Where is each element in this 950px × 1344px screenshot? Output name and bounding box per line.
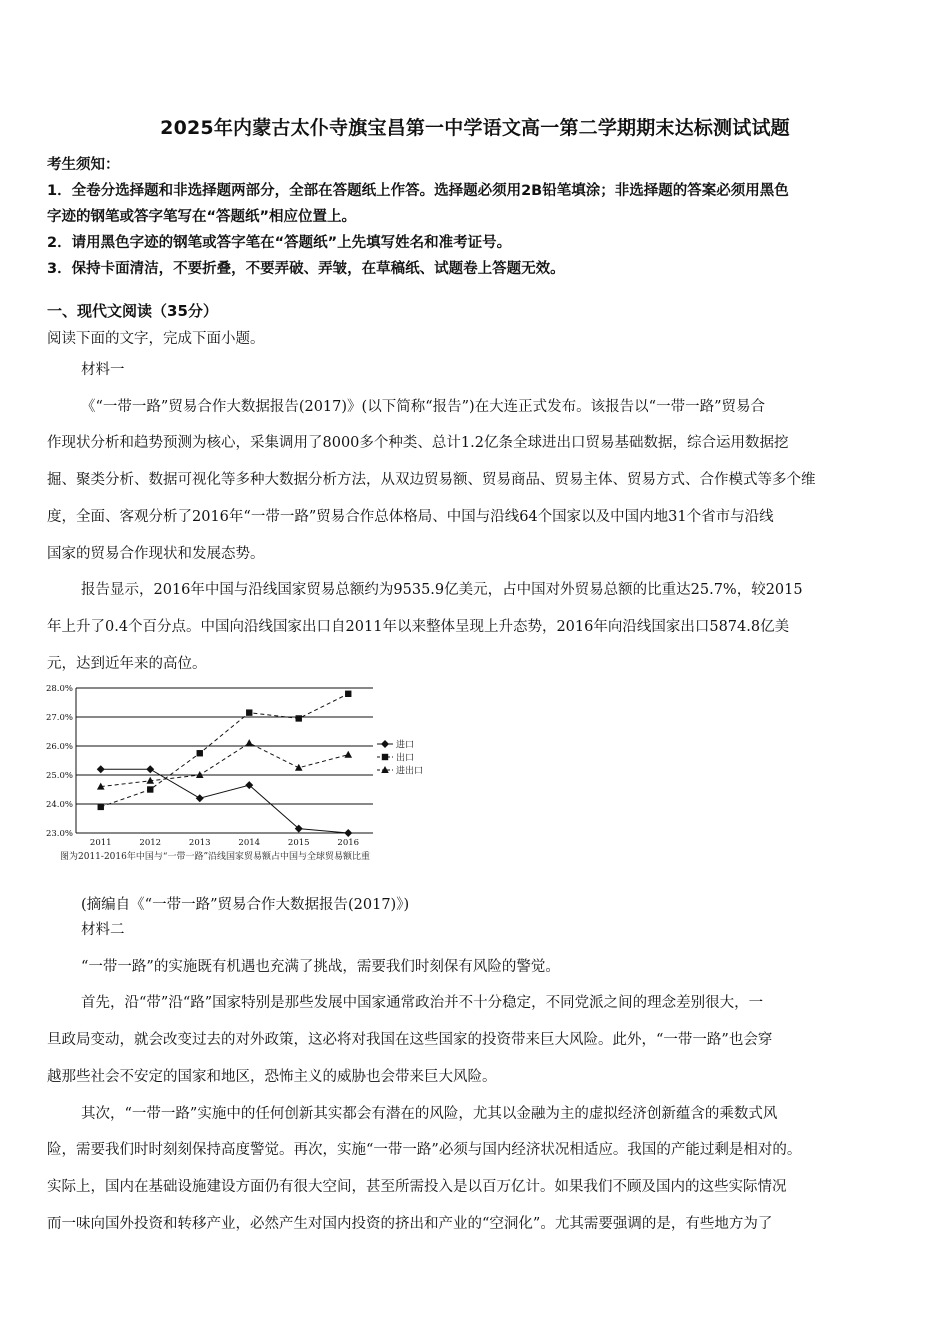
square-marker	[246, 709, 252, 715]
diamond-marker	[146, 765, 154, 773]
para-line: 掘、聚类分析、数据可视化等多种大数据分析方法，从双边贸易额、贸易商品、贸易主体、贸易方式、合作模式等多个维	[47, 472, 816, 489]
para-line: 国家的贸易合作现状和发展态势。	[47, 545, 265, 562]
section-heading: 一、现代文阅读（35分）	[47, 302, 218, 320]
notice-item: 1．全卷分选择题和非选择题两部分，全部在答题纸上作答。选择题必须用2B铅笔填涂；非选择题的答案必须用黑色	[47, 183, 789, 199]
para-line: “一带一路”的实施既有机遇也充满了挑战，需要我们时刻保有风险的警觉。	[81, 958, 560, 975]
x-tick-label: 2011	[89, 838, 112, 848]
notice-item: 字迹的钢笔或答字笔写在“答题纸”相应位置上。	[47, 209, 357, 225]
diamond-marker	[344, 829, 352, 837]
square-marker	[197, 750, 203, 756]
legend-label: 出口	[396, 753, 415, 764]
y-tick-label: 23.0%	[45, 829, 73, 839]
square-marker	[296, 715, 302, 721]
notice-heading: 考生须知：	[47, 157, 120, 173]
x-tick-label: 2015	[287, 838, 310, 848]
chart-caption: 图为2011-2016年中国与“一带一路”沿线国家贸易额占中国与全球贸易额比重	[60, 852, 371, 862]
triangle-marker	[245, 739, 253, 746]
notice-item: 2．请用黑色字迹的钢笔或答字笔在“答题纸”上先填写姓名和准考证号。	[47, 235, 512, 251]
material-one	[47, 352, 907, 682]
para-line: 其次，“一带一路”实施中的任何创新其实都会有潜在的风险，尤其以金融为主的虚拟经济创新蕴含的乘数式风	[81, 1105, 778, 1122]
y-tick-label: 28.0%	[45, 684, 73, 694]
square-marker	[147, 786, 153, 792]
exam-notice	[47, 152, 907, 282]
notice-item: 3．保持卡面清洁，不要折叠，不要弄破、弄皱，在草稿纸、试题卷上答题无效。	[47, 261, 565, 277]
para-line: 报告显示，2016年中国与沿线国家贸易总额约为9535.9亿美元，占中国对外贸易总额的比重达25.7%，较2015	[81, 582, 803, 599]
para-line: 越那些社会不安定的国家和地区，恐怖主义的威胁也会带来巨大风险。	[47, 1068, 497, 1085]
y-tick-label: 27.0%	[45, 713, 73, 723]
diamond-marker	[97, 765, 105, 773]
para-line: 《“一带一路”贸易合作大数据报告(2017)》(以下简称“报告”)在大连正式发布。该报告以“一带一路”贸易合	[81, 398, 766, 415]
triangle-marker	[344, 751, 352, 758]
y-tick-label: 26.0%	[45, 742, 73, 752]
section-intro: 阅读下面的文字，完成下面小题。	[47, 331, 265, 347]
para-line: 首先，沿“带”沿“路”国家特别是那些发展中国家通常政治并不十分稳定，不同党派之间的理念差别很大，一	[81, 995, 764, 1012]
legend-label: 进出口	[396, 766, 424, 777]
para-line: 作现状分析和趋势预测为核心，采集调用了8000多个种类、总计1.2亿条全球进出口贸易基础数据，综合运用数据挖	[47, 435, 789, 452]
page-title: 2025年内蒙古太仆寺旗宝昌第一中学语文高一第二学期期末达标测试试题	[160, 117, 790, 139]
para-line: 年上升了0.4个百分点。中国向沿线国家出口自2011年以来整体呈现上升态势，2016年向沿线国家出口5874.8亿美	[47, 618, 790, 635]
legend-label: 进口	[396, 740, 415, 751]
para-line: 元，达到近年来的高位。	[47, 655, 207, 672]
y-tick-label: 24.0%	[45, 800, 73, 810]
para-line: 实际上，国内在基础设施建设方面仍有很大空间，甚至所需投入是以百万亿计。如果我们不顾及国内的这些实际情况	[47, 1178, 787, 1195]
para-line: 旦政局变动，就会改变过去的对外政策，这必将对我国在这些国家的投资带来巨大风险。此外，“一带一路”也会穿	[47, 1032, 773, 1049]
triangle-marker	[295, 764, 303, 771]
material2-label: 材料二	[81, 922, 125, 938]
y-tick-label: 25.0%	[45, 771, 73, 781]
x-tick-label: 2016	[337, 838, 360, 848]
series-line-square	[101, 694, 349, 807]
diamond-marker	[381, 740, 389, 748]
square-marker	[382, 754, 388, 760]
material1-label: 材料一	[81, 362, 125, 378]
square-marker	[98, 804, 104, 810]
x-tick-label: 2013	[188, 838, 211, 848]
material1-source: (摘编自《“一带一路”贸易合作大数据报告(2017)》)	[81, 897, 410, 913]
para-line: 险，需要我们时时刻刻保持高度警觉。再次，实施“一带一路”必须与国内经济状况相适应。我国的产能过剩是相对的。	[47, 1142, 802, 1159]
x-tick-label: 2014	[238, 838, 261, 848]
para-line: 度，全面、客观分析了2016年“一带一路”贸易合作总体格局、中国与沿线64个国家以及中国内地31个省市与沿线	[47, 508, 774, 525]
material-two	[47, 912, 907, 1242]
trade-share-chart	[40, 678, 460, 868]
series-line-triangle	[101, 743, 349, 787]
square-marker	[345, 691, 351, 697]
para-line: 而一味向国外投资和转移产业，必然产生对国内投资的挤出和产业的“空洞化”。尤其需要强调的是，有些地方为了	[47, 1215, 773, 1232]
diamond-marker	[196, 794, 204, 802]
x-tick-label: 2012	[139, 838, 162, 848]
series-line-diamond	[101, 769, 349, 833]
